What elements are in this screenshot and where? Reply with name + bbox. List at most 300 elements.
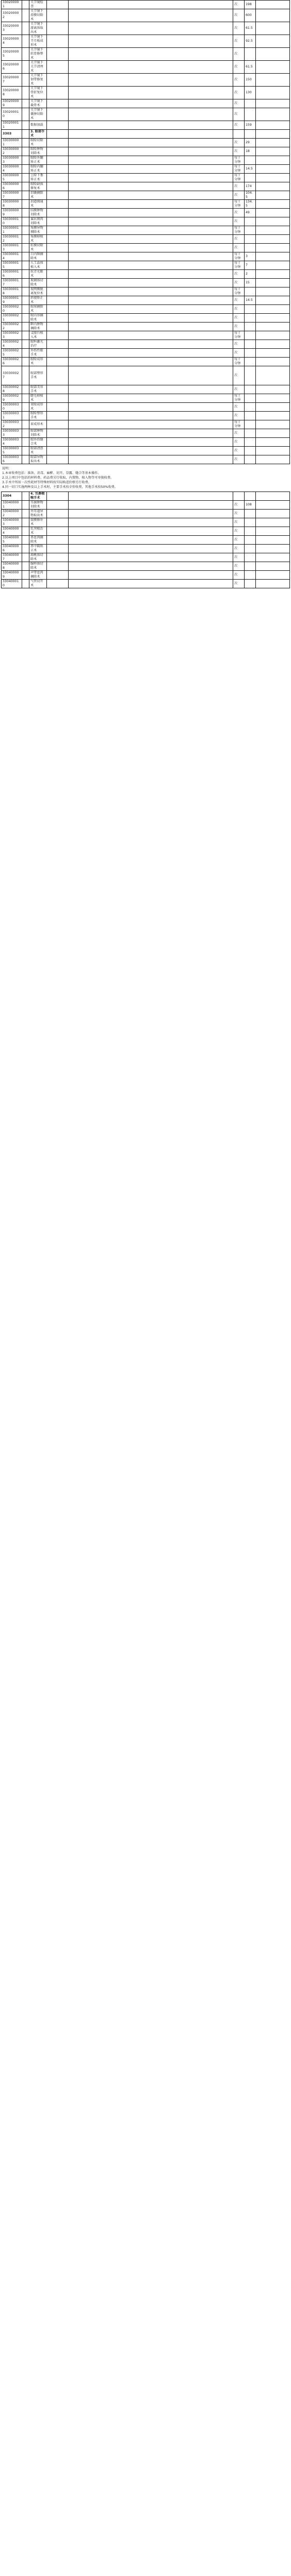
cell-content: [47, 9, 69, 22]
cell-name: 眼睑成形术: [29, 358, 47, 366]
table-row: [2, 87, 290, 99]
cell-price: [245, 331, 256, 340]
table-row: [2, 261, 290, 270]
cell-content: [47, 200, 69, 209]
cell-unit: 次: [233, 35, 245, 48]
cell-price: [245, 562, 256, 571]
cell-note: [256, 108, 290, 121]
cell-rest: [69, 455, 233, 464]
cell-code: 330300030: [2, 403, 22, 412]
cell-unit: 每十分钟: [233, 287, 245, 296]
cell-rest: [69, 403, 233, 412]
cell-rest: [69, 156, 233, 165]
cell-price: [245, 403, 256, 412]
cell-unit: [233, 130, 245, 139]
cell-unit: 次: [233, 108, 245, 121]
note-line: 1.本章收费包括：准备、消毒、麻醉、切开、显露、缝合等基本操作。: [2, 471, 101, 475]
cell-note: [256, 35, 290, 48]
cell-note: [256, 287, 290, 296]
cell-name: 眼睑内翻矫正术: [29, 165, 47, 174]
cell-code: 330300007: [2, 191, 22, 200]
table-body: [2, 1, 290, 464]
cell-name: 声带息肉摘除术: [29, 571, 47, 580]
table-row: [2, 501, 290, 510]
cell-price: [245, 429, 256, 438]
cell-cat: [22, 527, 29, 536]
cell-cat: [22, 174, 29, 182]
cell-unit: 次: [233, 191, 245, 200]
cell-content: [47, 553, 69, 562]
cell-cat: [22, 331, 29, 340]
cell-code: 330300032: [2, 420, 22, 429]
cell-cat: [22, 571, 29, 580]
cell-cat: [22, 403, 29, 412]
cell-code: 330300015: [2, 261, 22, 270]
cell-content: [47, 147, 69, 156]
cell-code: 330300020: [2, 305, 22, 314]
cell-name: 眉成形术: [29, 420, 47, 429]
cell-name: 4. 耳鼻咽喉手术: [29, 492, 47, 501]
cell-cat: [22, 279, 29, 287]
cell-rest: [69, 87, 233, 99]
table-row: [2, 287, 290, 296]
cell-code: 330300025: [2, 349, 22, 358]
cell-content: [47, 510, 69, 518]
cell-rest: [69, 580, 233, 588]
cell-unit: 次: [233, 61, 245, 74]
table-row: [2, 340, 290, 349]
cell-rest: [69, 279, 233, 287]
cell-code: 330400003: [2, 518, 22, 527]
cell-code: 330300036: [2, 455, 22, 464]
cell-cat: [22, 261, 29, 270]
cell-unit: 每十分钟: [233, 226, 245, 235]
cell-note: [256, 99, 290, 108]
cell-note: [256, 501, 290, 510]
cell-code: 330300023: [2, 331, 22, 340]
cell-name: 眼科激光治疗: [29, 340, 47, 349]
cell-name: 鼓膜修补术: [29, 518, 47, 527]
cell-price: [245, 226, 256, 235]
cell-name: 外耳道异物取出术: [29, 510, 47, 518]
cell-rest: [69, 553, 233, 562]
cell-unit: 次: [233, 48, 245, 61]
cell-content: [47, 366, 69, 385]
cell-unit: 次: [233, 447, 245, 455]
cell-name: 眼睑切除术: [29, 139, 47, 147]
cell-content: [47, 217, 69, 226]
cell-cat: [22, 536, 29, 545]
cell-name: 关节镜下骨折复位术: [29, 87, 47, 99]
cell-unit: 次: [233, 385, 245, 394]
cell-cat: [22, 366, 29, 385]
cell-cat: [22, 553, 29, 562]
table-row: [2, 61, 290, 74]
cell-rest: [69, 331, 233, 340]
cell-rest: [69, 244, 233, 252]
cell-price: 14.5: [245, 165, 256, 174]
cell-code: 330300012: [2, 235, 22, 244]
cell-note: [256, 22, 290, 35]
cell-rest: [69, 270, 233, 279]
cell-code: 330200008: [2, 87, 22, 99]
cell-cat: [22, 270, 29, 279]
cell-price: [245, 174, 256, 182]
cell-name: 鼻息肉摘除术: [29, 536, 47, 545]
cell-content: [47, 261, 69, 270]
cell-content: [47, 501, 69, 510]
cell-name: 眼睑外翻矫正术: [29, 156, 47, 165]
cell-unit: 次: [233, 87, 245, 99]
table-row: [2, 305, 290, 314]
table-row: [2, 518, 290, 527]
cell-code: 330200002: [2, 9, 22, 22]
price-table-lower: [1, 492, 290, 588]
cell-price: 18: [245, 147, 256, 156]
cell-price: [245, 580, 256, 588]
cell-note: [256, 9, 290, 22]
cell-price: 174: [245, 182, 256, 191]
cell-note: [256, 571, 290, 580]
cell-price: [245, 349, 256, 358]
cell-code: 330200004: [2, 35, 22, 48]
cell-code: 330300019: [2, 296, 22, 305]
cell-rest: [69, 314, 233, 323]
cell-cat: [22, 501, 29, 510]
cell-name: 义眼台植入术: [29, 331, 47, 340]
cell-content: [47, 385, 69, 394]
cell-cat: [22, 121, 29, 130]
cell-code: 330300006: [2, 182, 22, 191]
cell-content: [47, 156, 69, 165]
cell-cat: [22, 48, 29, 61]
cell-content: [47, 438, 69, 447]
table-row: [2, 1, 290, 9]
cell-name: 眼部肿物切除术: [29, 429, 47, 438]
table-row: [2, 35, 290, 48]
cell-cat: [22, 156, 29, 165]
table-row: [2, 22, 290, 35]
cell-note: [256, 553, 290, 562]
table-row: [2, 331, 290, 340]
cell-name: 关节镜检查: [29, 1, 47, 9]
cell-rest: [69, 305, 233, 314]
table-row: [2, 394, 290, 403]
cell-content: [47, 108, 69, 121]
cell-note: [256, 412, 290, 420]
cell-code: 330300013: [2, 244, 22, 252]
cell-unit: 每十分钟: [233, 331, 245, 340]
cell-rest: [69, 447, 233, 455]
cell-code: 3304: [2, 492, 22, 501]
cell-unit: 次: [233, 340, 245, 349]
cell-rest: [69, 545, 233, 553]
cell-price: [245, 287, 256, 296]
cell-unit: 每十分钟: [233, 358, 245, 366]
note-line: 2.以上项目中包括的材料费、药品费另行收取，内置物、植入物等可单独收费。: [2, 476, 114, 480]
cell-unit: 每十分钟: [233, 200, 245, 209]
cell-price: [245, 99, 256, 108]
cell-content: [47, 429, 69, 438]
cell-price: 150: [245, 74, 256, 87]
cell-price: 108: [245, 501, 256, 510]
cell-name: 眶内肿物摘除术: [29, 323, 47, 331]
cell-cat: [22, 349, 29, 358]
cell-note: [256, 438, 290, 447]
cell-name: 鼻中隔矫正术: [29, 545, 47, 553]
cell-unit: 次: [233, 244, 245, 252]
cell-price: [245, 412, 256, 420]
cell-rest: [69, 174, 233, 182]
cell-note: [256, 48, 290, 61]
cell-code: 330200009: [2, 99, 22, 108]
cell-cat: [22, 191, 29, 200]
cell-cat: [22, 35, 29, 48]
cell-cat: [22, 9, 29, 22]
cell-content: [47, 492, 69, 501]
cell-code: 330400004: [2, 527, 22, 536]
table-row: [2, 147, 290, 156]
cell-content: [47, 35, 69, 48]
cell-code: 330300028: [2, 385, 22, 394]
table-row: [2, 366, 290, 385]
cell-content: [47, 74, 69, 87]
cell-name: 泪道探通术: [29, 200, 47, 209]
cell-code: 330300021: [2, 314, 22, 323]
cell-note: [256, 518, 290, 527]
cell-note: [256, 191, 290, 200]
cell-cat: [22, 287, 29, 296]
cell-price: [245, 492, 256, 501]
cell-note: [256, 252, 290, 261]
cell-note: [256, 340, 290, 349]
cell-name: 数据加载: [29, 121, 47, 130]
cell-note: [256, 527, 290, 536]
cell-price: 3: [245, 252, 256, 261]
cell-unit: 次: [233, 270, 245, 279]
cell-unit: 次: [233, 562, 245, 571]
cell-price: [245, 385, 256, 394]
cell-content: [47, 22, 69, 35]
cell-code: 330400002: [2, 510, 22, 518]
cell-unit: 每十分钟: [233, 394, 245, 403]
cell-rest: [69, 209, 233, 217]
cell-price: 159: [245, 121, 256, 130]
cell-price: [245, 438, 256, 447]
cell-price: [245, 553, 256, 562]
table-row: [2, 447, 290, 455]
cell-code: 330300008: [2, 200, 22, 209]
cell-cat: [22, 518, 29, 527]
table-row: [2, 217, 290, 226]
cell-content: [47, 226, 69, 235]
cell-note: [256, 429, 290, 438]
cell-price: 29: [245, 139, 256, 147]
cell-name: 上睑下垂矫正术: [29, 174, 47, 182]
cell-unit: 次: [233, 412, 245, 420]
cell-rest: [69, 200, 233, 209]
cell-price: 134.5: [245, 200, 256, 209]
cell-cat: [22, 200, 29, 209]
cell-cat: [22, 165, 29, 174]
cell-price: [245, 108, 256, 121]
cell-cat: [22, 562, 29, 571]
table-row: [2, 412, 290, 420]
cell-content: [47, 305, 69, 314]
cell-cat: [22, 61, 29, 74]
cell-price: 7: [245, 261, 256, 270]
cell-note: [256, 87, 290, 99]
cell-note: [256, 61, 290, 74]
cell-price: 14.5: [245, 296, 256, 305]
cell-rest: [69, 74, 233, 87]
cell-content: [47, 121, 69, 130]
cell-name: 乳突根治术: [29, 527, 47, 536]
table-body: [2, 492, 290, 588]
cell-price: 130: [245, 87, 256, 99]
cell-price: [245, 510, 256, 518]
table-row: [2, 108, 290, 121]
cell-unit: 次: [233, 121, 245, 130]
cell-unit: 次: [233, 510, 245, 518]
cell-unit: 每十分钟: [233, 156, 245, 165]
cell-code: 330300005: [2, 174, 22, 182]
cell-name: 眼睑肿物切除术: [29, 147, 47, 156]
cell-unit: 次: [233, 305, 245, 314]
cell-price: [245, 545, 256, 553]
table-row: [2, 48, 290, 61]
cell-code: 330400009: [2, 571, 22, 580]
cell-content: [47, 139, 69, 147]
cell-note: [256, 279, 290, 287]
cell-unit: 次: [233, 545, 245, 553]
cell-code: 330300018: [2, 287, 22, 296]
cell-cat: [22, 147, 29, 156]
cell-price: [245, 235, 256, 244]
cell-cat: [22, 296, 29, 305]
cell-name: 人工晶体植入术: [29, 261, 47, 270]
cell-content: [47, 571, 69, 580]
cell-note: [256, 394, 290, 403]
table-row: [2, 536, 290, 545]
cell-name: 关节镜下半月板成形术: [29, 35, 47, 48]
cell-rest: [69, 130, 233, 139]
cell-cat: [22, 244, 29, 252]
cell-price: [245, 518, 256, 527]
cell-rest: [69, 296, 233, 305]
cell-name: 3. 眼部手术: [29, 130, 47, 139]
cell-note: [256, 385, 290, 394]
table-row: [2, 226, 290, 235]
table-row: [2, 270, 290, 279]
cell-content: [47, 130, 69, 139]
cell-price: [245, 305, 256, 314]
cell-note: [256, 536, 290, 545]
cell-rest: [69, 48, 233, 61]
cell-price: [245, 420, 256, 429]
cell-rest: [69, 261, 233, 270]
cell-rest: [69, 22, 233, 35]
cell-code: 330300033: [2, 429, 22, 438]
cell-note: [256, 244, 290, 252]
cell-unit: 每十分钟: [233, 165, 245, 174]
cell-cat: [22, 305, 29, 314]
cell-note: [256, 121, 290, 130]
table-row: [2, 553, 290, 562]
cell-name: 眼睑缺损修复术: [29, 182, 47, 191]
cell-code: 330400005: [2, 536, 22, 545]
cell-note: [256, 510, 290, 518]
table-row: [2, 99, 290, 108]
cell-cat: [22, 429, 29, 438]
cell-name: 关节镜下关节清理术: [29, 61, 47, 74]
cell-content: [47, 296, 69, 305]
cell-cat: [22, 545, 29, 553]
cell-content: [47, 48, 69, 61]
table-row: [2, 200, 290, 209]
cell-cat: [22, 323, 29, 331]
cell-note: [256, 261, 290, 270]
table-row: [2, 244, 290, 252]
table-row: [2, 403, 290, 412]
cell-rest: [69, 235, 233, 244]
cell-name: 结膜肿物切除术: [29, 209, 47, 217]
table-row: [2, 314, 290, 323]
cell-code: 3303: [2, 130, 22, 139]
cell-price: [245, 527, 256, 536]
cell-unit: 次: [233, 455, 245, 464]
cell-note: [256, 331, 290, 340]
cell-price: [245, 217, 256, 226]
cell-name: 气管切开术: [29, 580, 47, 588]
cell-cat: [22, 510, 29, 518]
cell-rest: [69, 571, 233, 580]
cell-rest: [69, 420, 233, 429]
table-row: [2, 349, 290, 358]
cell-unit: 次: [233, 438, 245, 447]
cell-content: [47, 279, 69, 287]
cell-note: [256, 235, 290, 244]
cell-rest: [69, 252, 233, 261]
cell-cat: [22, 492, 29, 501]
cell-code: 330300034: [2, 438, 22, 447]
section-row: [2, 130, 290, 139]
cell-note: [256, 447, 290, 455]
cell-code: 330400008: [2, 562, 22, 571]
cell-cat: [22, 1, 29, 9]
cell-rest: [69, 527, 233, 536]
cell-price: [245, 366, 256, 385]
cell-code: 330300017: [2, 279, 22, 287]
cell-note: [256, 305, 290, 314]
table-row: [2, 420, 290, 429]
cell-content: [47, 420, 69, 429]
table-row: [2, 139, 290, 147]
cell-content: [47, 61, 69, 74]
cell-content: [47, 99, 69, 108]
cell-code: 330200005: [2, 48, 22, 61]
cell-note: [256, 209, 290, 217]
cell-rest: [69, 429, 233, 438]
cell-price: [245, 340, 256, 349]
table-row: [2, 235, 290, 244]
cell-price: [245, 536, 256, 545]
cell-unit: 次: [233, 403, 245, 412]
table-row: [2, 252, 290, 261]
cell-code: 330200003: [2, 22, 22, 35]
cell-note: [256, 1, 290, 9]
table-row: [2, 279, 290, 287]
